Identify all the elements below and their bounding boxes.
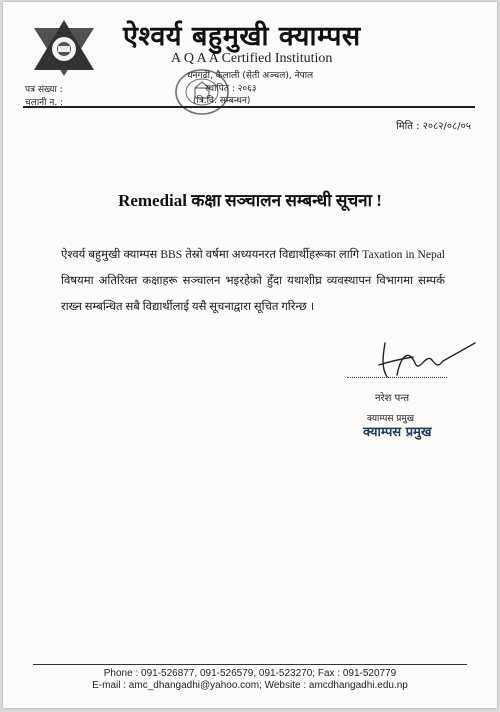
- ref-no-label: पत्र संख्या :: [25, 85, 63, 95]
- established-line: स्थापित : २०६३: [205, 84, 257, 94]
- college-name: ऐश्वर्य बहुमुखी क्याम्पस: [123, 21, 361, 52]
- handwritten-signature: [371, 335, 477, 383]
- footer-phone-line: Phone : 091-526877, 091-526579, 091-523270; Fax : 091-520779: [103, 668, 397, 679]
- date-line: मिति : २०८२/०८/०५: [396, 121, 471, 132]
- signer-title: क्याम्पस प्रमुख: [367, 414, 415, 424]
- signature-line: [347, 377, 447, 378]
- header-divider: [23, 106, 475, 108]
- notice-title-prefix: Remedial: [118, 191, 188, 210]
- certification-line: A Q A A Certified Institution: [171, 51, 333, 66]
- notice-title: [3, 188, 497, 211]
- signer-name: नरेश पन्त: [375, 393, 410, 404]
- affiliation-line: (त्रि.वि. सम्बन्धन): [193, 96, 251, 106]
- footer-divider: [33, 664, 467, 665]
- designation-stamp: क्याम्पस प्रमुख: [363, 425, 432, 440]
- notice-body: ऐश्वर्य बहुमुखी क्याम्पस BBS तेस्रो वर्षमा अध्ययनरत विद्यार्थीहरूका लागि Taxation in Nepal विषयमा अतिरिक्त कक्षाहरू सञ्चालन भइरहेको हुँदा यथाशीघ्र व्यवस्थापन विभागमा सम्पर्क राख्न सम्बन्धित सबै विद्यार्थीलाई यसै सूचनाद्वारा सूचित गरिन्छ ।: [61, 249, 445, 313]
- footer-email-line: E-mail : amc_dhangadhi@yahoo.com; Website : amcdhangadhi.edu.np: [92, 680, 408, 691]
- dispatch-no-label: चलानी न. :: [25, 98, 64, 108]
- letter-page: [3, 2, 497, 708]
- footer-contact: [3, 668, 497, 692]
- college-logo: [31, 18, 97, 78]
- notice-title-rest: कक्षा सञ्चालन सम्बन्धी सूचना !: [187, 191, 382, 210]
- address-line: धनगढी, कैलाली (सेती अञ्चल), नेपाल: [187, 71, 314, 81]
- round-stamp: [171, 66, 233, 118]
